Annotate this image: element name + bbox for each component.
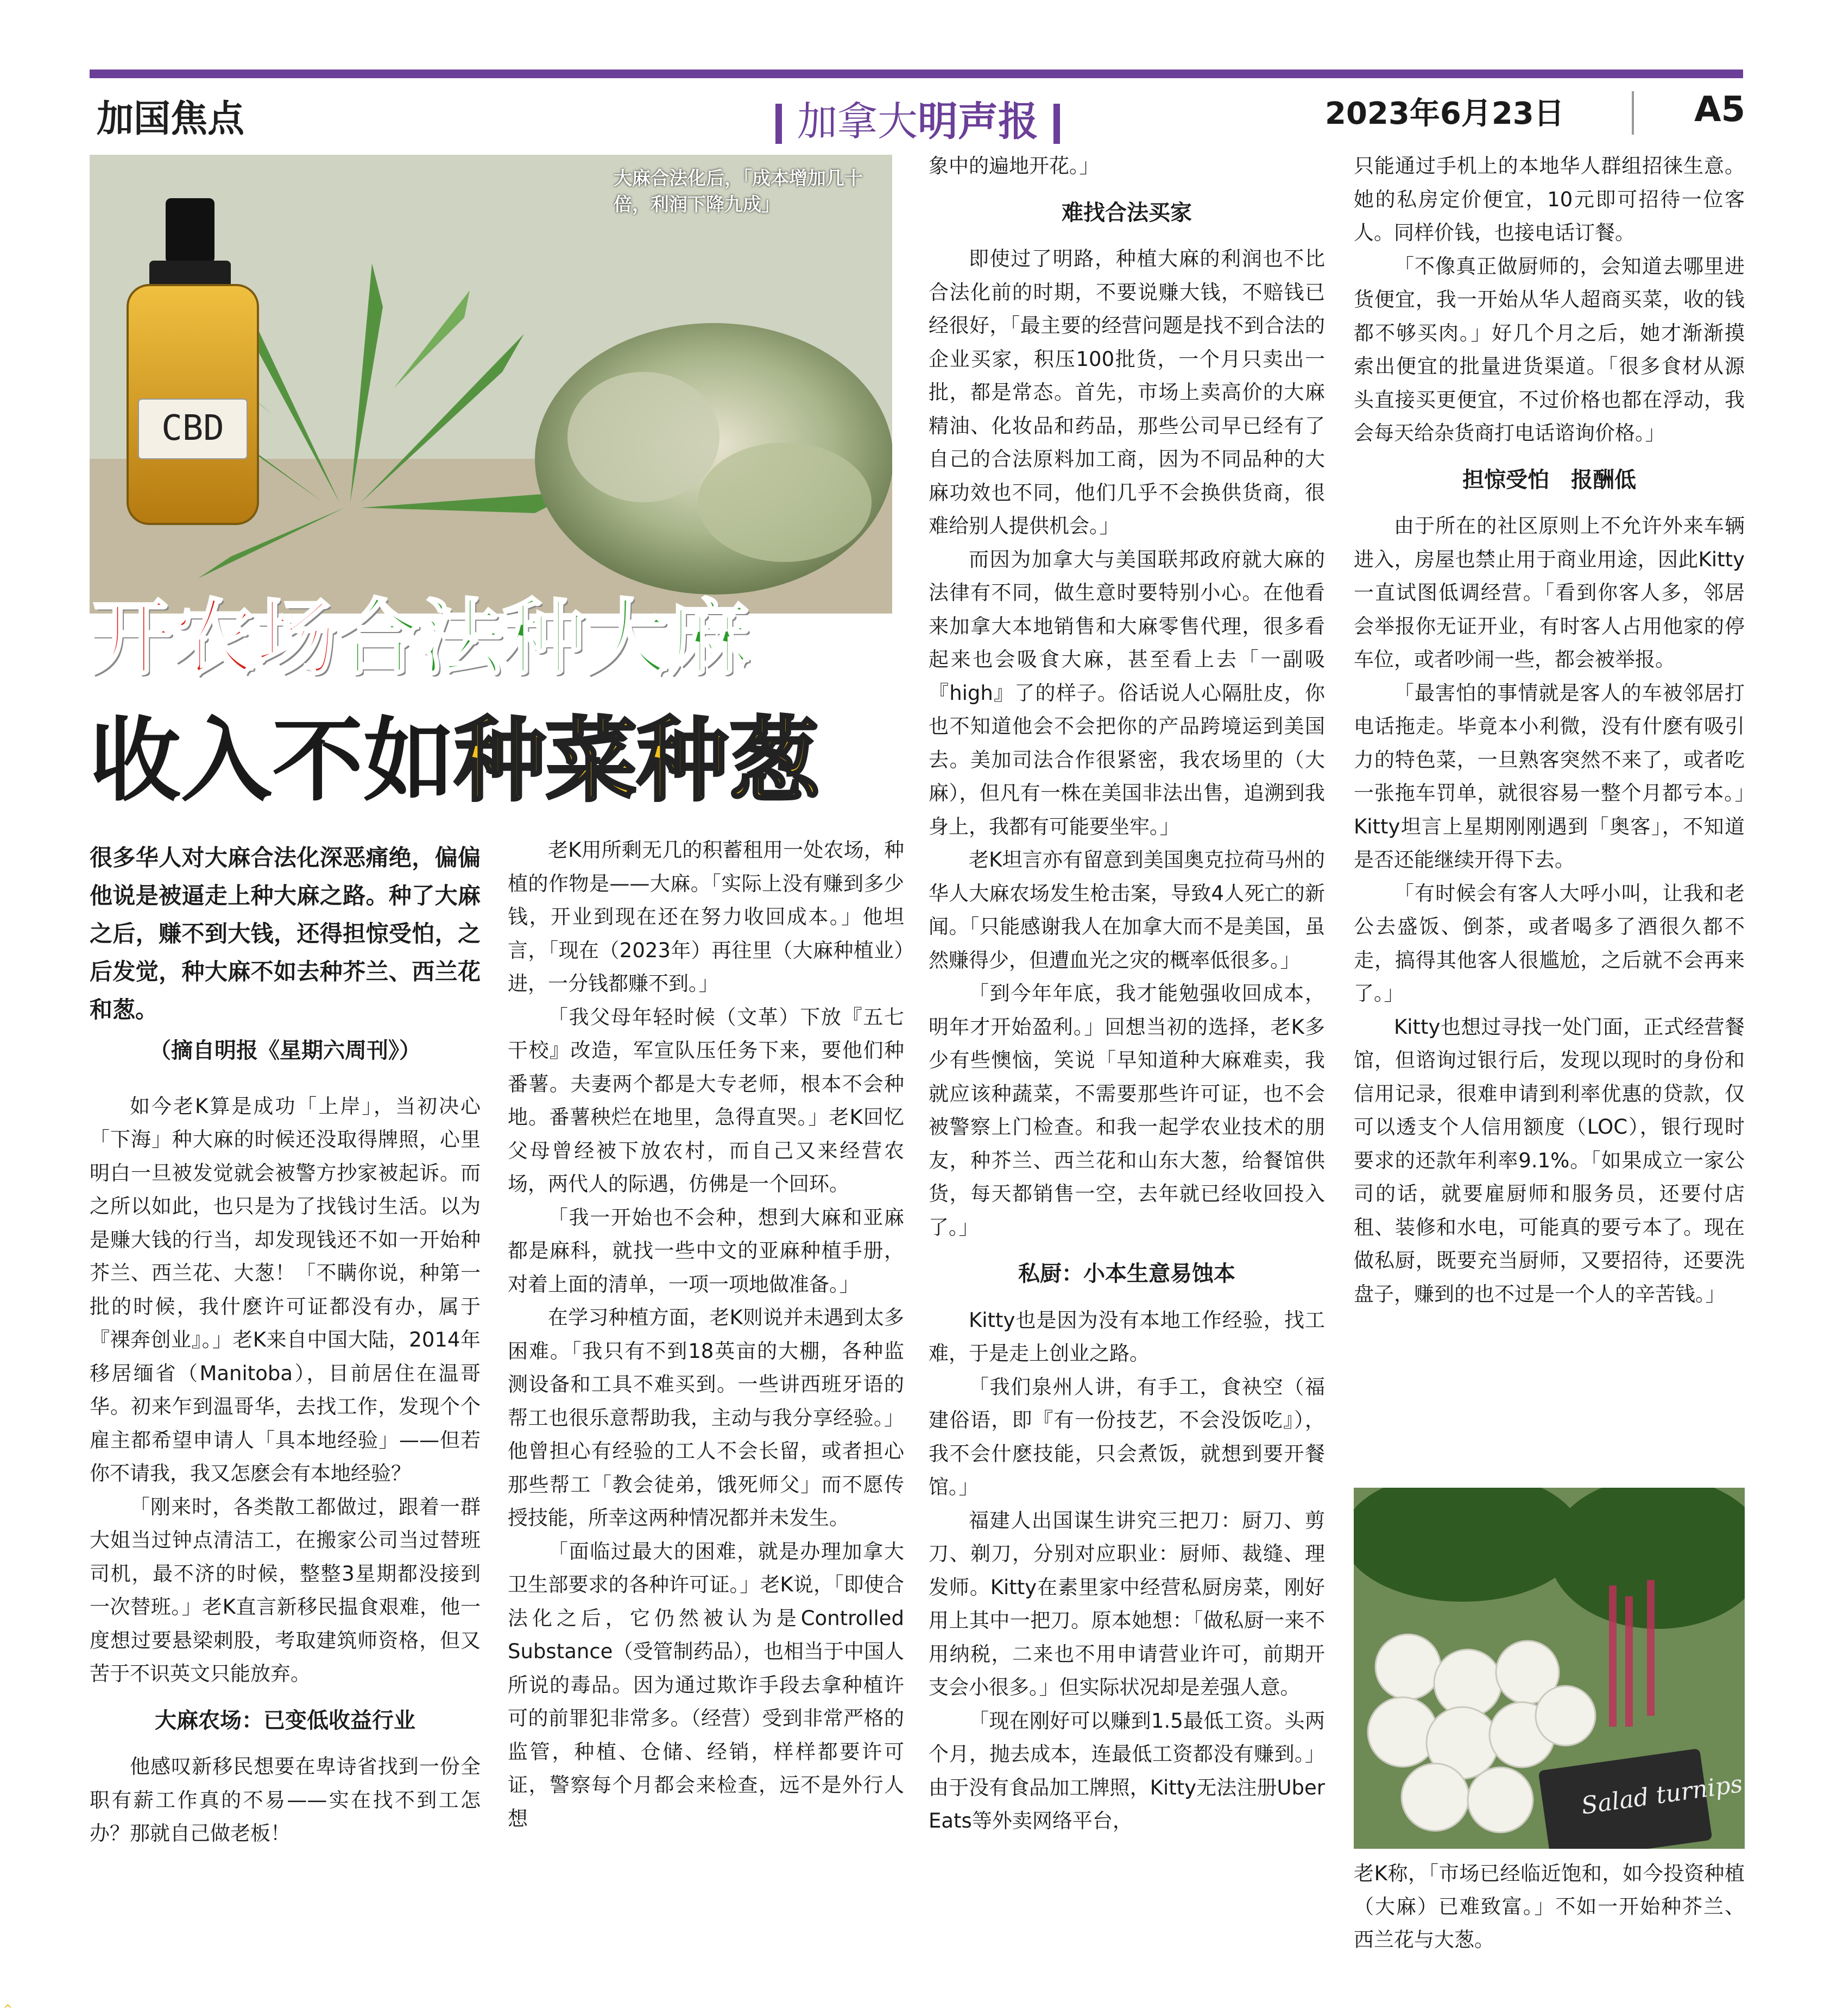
paragraph: 「有时候会有客人大呼小叫，让我和老公去盛饭、倒茶，或者喝多了酒很久都不走，搞得其他客人很尴尬，之后就不会再来了。」 bbox=[1354, 881, 1745, 1005]
paragraph: 老K坦言亦有留意到美国奥克拉荷马州的华人大麻农场发生枪击案，导致4人死亡的新闻。「只能感谢我人在加拿大而不是美国，虽然赚得少，但遭血光之灾的概率低很多。」 bbox=[929, 848, 1325, 972]
turnip-photo bbox=[1354, 1488, 1745, 1849]
paragraph: 「刚来时，各类散工都做过，跟着一群大姐当过钟点清洁工，在搬家公司当过替班司机，最不济的时候，整整3星期都没接到一次替班。」老K直言新移民揾食艰难，他一度想过要悬梁刺股，考取建筑师资格，但又苦于不识英文只能放弃。 bbox=[90, 1495, 481, 1685]
paragraph: 「最害怕的事情就是客人的车被邻居打电话拖走。毕竟本小利微，没有什麽有吸引力的特色菜，一旦熟客突然不来了，或者吃一张拖车罚单，就很容易一整个月都亏本。」Kitty坦言上星期刚刚遇到「奥客」，不知道是否还能继续开得下去。 bbox=[1354, 681, 1745, 871]
paragraph: 只能通过手机上的本地华人群组招徕生意。她的私房定价便宜，10元即可招待一位客人。同样价钱，也接电话订餐。 bbox=[1354, 154, 1745, 244]
issue-date: 2023年6月23日 bbox=[1325, 96, 1564, 131]
corner-mark: ^ bbox=[3, 2002, 12, 2015]
sign-text: Salad turnips bbox=[1579, 1769, 1745, 1820]
column-4 bbox=[1354, 149, 1745, 1311]
paragraph: 福建人出国谋生讲究三把刀：厨刀、剪刀、剃刀，分别对应职业：厨师、裁缝、理发师。Kitty在素里家中经营私厨房菜，刚好用上其中一把刀。原本她想：「做私厨一来不用纳税，二来也不用申请营业许可，前期开支会小很多。」但实际状况却是差强人意。 bbox=[929, 1508, 1325, 1699]
masthead-brand: 明声报 bbox=[918, 98, 1038, 145]
column-1 bbox=[90, 839, 481, 1850]
subheading: 难找合法买家 bbox=[1062, 199, 1192, 225]
paragraph: 「面临过最大的困难，就是办理加拿大卫生部要求的各种许可证。」老K说，「即使合法化之后，它仍然被认为是Controlled Substance（受管制药品），也相当于中国人所说的毒品。因为通过欺诈手段去拿种植许可的前罪犯非常多。（经营）受到非常严格的监管，种植、仓储、经销，样样都要许可证，警察每个月都会来检查，远不是外行人想 bbox=[508, 1539, 904, 1830]
paragraph: 「不像真正做厨师的，会知道去哪里进货便宜，我一开始从华人超商买菜，收的钱都不够买肉。」好几个月之后，她才渐渐摸索出便宜的批量进货渠道。「很多食材从源头直接买更便宜，不过价格也都在浮动，我会每天给杂货商打电话谘询价格。」 bbox=[1354, 254, 1745, 445]
paragraph: 象中的遍地开花。」 bbox=[929, 154, 1100, 178]
paragraph: 「我一开始也不会种，想到大麻和亚麻都是麻科，就找一些中文的亚麻种植手册，对着上面的清单，一项一项地做准备。」 bbox=[508, 1205, 904, 1296]
lede-block bbox=[90, 839, 481, 1029]
section-title: 加国焦点 bbox=[97, 97, 245, 141]
masthead-right-bar bbox=[1053, 104, 1060, 144]
paragraph: 他感叹新移民想要在卑诗省找到一份全职有薪工作真的不易——实在找不到工怎办？那就自己做老板！ bbox=[90, 1755, 481, 1845]
masthead-left-bar bbox=[775, 104, 782, 144]
page-number: A5 bbox=[1694, 90, 1746, 130]
paragraph: 由于所在的社区原则上不允许外来车辆进入，房屋也禁止用于商业用途，因此Kitty一直试图低调经营。「看到你客人多，邻居会举报你无证开业，有时客人占用他家的停车位，或者吵闹一些，都会被举报。 bbox=[1354, 514, 1745, 671]
header-divider bbox=[1632, 91, 1634, 135]
subheading: 私厨：小本生意易蚀本 bbox=[1018, 1261, 1235, 1286]
paragraph: Kitty也想过寻找一处门面，正式经营餐馆，但谘询过银行后，发现以现时的身份和信用记录，很难申请到利率优惠的贷款，仅可以透支个人信用额度（LOC），银行现时要求的还款年利率9.1%。「如果成立一家公司的话，就要雇厨师和服务员，还要付店租、装修和水电，可能真的要亏本了。现在做私厨，既要充当厨师，又要招待，还要洗盘子，赚到的也不过是一个人的辛苦钱。」 bbox=[1354, 1015, 1745, 1306]
headline-red: 开农场 bbox=[90, 589, 337, 686]
headline-line-1 bbox=[90, 589, 904, 687]
paragraph: 在学习种植方面，老K则说并未遇到太多困难。「我只有不到18英亩的大棚，各种监测设备和工具不难买到。一些讲西班牙语的帮工也很乐意帮助我，主动与我分享经验。」他曾担心有经验的工人不会长留，或者担心那些帮工「教会徒弟，饿死师父」而不愿传授技能，所幸这两种情况都并未发生。 bbox=[508, 1306, 904, 1530]
paragraph: 「我父母年轻时候（文革）下放『五七干校』改造，军宣队压任务下来，要他们种番薯。夫妻两个都是大专老师，根本不会种地。番薯秧烂在地里，急得直哭。」老K回忆父母曾经被下放农村，而自己又来经营农场，两代人的际遇，仿佛是一个回环。 bbox=[508, 1005, 904, 1196]
headline-green: 合法种大麻 bbox=[337, 589, 750, 686]
headline-line-2 bbox=[90, 706, 904, 814]
source-credit: （摘自明报《星期六周刊》） bbox=[149, 1038, 421, 1063]
paragraph: 而因为加拿大与美国联邦政府就大麻的法律有不同，做生意时要特别小心。在他看来加拿大本地销售和大麻零售代理，很多看起来也会吸食大麻，甚至看上去「一副吸『high』了的样子。俗话说人心隔肚皮，你也不知道他会不会把你的产品跨境运到美国去。美加司法合作很紧密，我农场里的（大麻），但凡有一株在美国非法出售，追溯到我身上，我都有可能要坐牢。」 bbox=[929, 547, 1325, 838]
photo-caption: 大麻合法化后，「成本增加几十倍，利润下降九成」 bbox=[614, 168, 863, 216]
paragraph: 即使过了明路，种植大麻的利润也不比合法化前的时期，不要说赚大钱，不赔钱已经很好，「最主要的经营问题是找不到合法的企业买家，积压100批货，一个月只卖出一批，都是常态。首先，市场上卖高价的大麻精油、化妆品和药品，那些公司早已经有了自己的合法原料加工商，因为不同品种的大麻功效也不同，他们几乎不会换供货商，很难给别人提供机会。」 bbox=[929, 247, 1325, 538]
top-rule bbox=[90, 69, 1743, 78]
subheading: 担惊受怕 报酬低 bbox=[1462, 466, 1636, 492]
column-3 bbox=[929, 149, 1325, 1838]
cannabis-photo bbox=[90, 155, 892, 614]
headline-yellow: 种菜种葱 bbox=[455, 706, 819, 814]
subheading: 大麻农场：已变低收益行业 bbox=[155, 1707, 415, 1733]
masthead bbox=[749, 90, 1086, 144]
headline-black: 收入不如 bbox=[90, 706, 455, 814]
cannabis-illustration bbox=[90, 155, 892, 614]
paragraph: 「现在刚好可以赚到1.5最低工资。头两个月，抛去成本，连最低工资都没有赚到。」由于没有食品加工牌照，Kitty无法注册Uber Eats等外卖网络平台， bbox=[929, 1709, 1325, 1832]
paragraph: 「我们泉州人讲，有手工，食袂空（福建俗语，即『有一份技艺，不会没饭吃』），我不会什麽技能，只会煮饭，就想到要开餐馆。」 bbox=[929, 1375, 1325, 1499]
bottle-label: CBD bbox=[161, 408, 224, 448]
paragraph: Kitty也是因为没有本地工作经验，找工难，于是走上创业之路。 bbox=[929, 1308, 1325, 1365]
paragraph: 老K用所剩无几的积蓄租用一处农场，种植的作物是——大麻。「实际上没有赚到多少钱，开业到现在还在努力收回成本。」他坦言，「现在（2023年）再往里（大麻种植业）进，一分钱都赚不到。」 bbox=[508, 838, 904, 995]
masthead-prefix: 加拿大 bbox=[797, 98, 918, 145]
lede-text: 很多华人对大麻合法化深恶痛绝，偏偏他说是被逼走上种大麻之路。种了大麻之后，赚不到大钱，还得担惊受怕，之后发觉，种大麻不如去种芥兰、西兰花和葱。 bbox=[90, 844, 481, 1023]
column-2 bbox=[508, 833, 904, 1835]
paragraph: 「到今年年底，我才能勉强收回成本，明年才开始盈利。」回想当初的选择，老K多少有些懊恼，笑说「早知道种大麻难卖，我就应该种蔬菜，不需要那些许可证，也不会被警察上门检查。和我一起学农业技术的朋友，种芥兰、西兰花和山东大葱，给餐馆供货，每天都销售一空，去年就已经收回投入了。」 bbox=[929, 982, 1325, 1239]
paragraph: 如今老K算是成功「上岸」，当初决心「下海」种大麻的时候还没取得牌照，心里明白一旦被发觉就会被警方抄家被起诉。而之所以如此，也只是为了找钱讨生活。以为是赚大钱的行当，却发现钱还不如一开始种芥兰、西兰花、大葱！「不瞒你说，种第一批的时候，我什麽许可证都没有办，属于『裸奔创业』。」老K来自中国大陆，2014年移居缅省（Manitoba），目前居住在温哥华。初来乍到温哥华，去找工作，发现个个雇主都希望申请人「具本地经验」——但若你不请我，我又怎麽会有本地经验？ bbox=[90, 1094, 481, 1485]
turnip-illustration bbox=[1354, 1488, 1745, 1849]
turnip-caption: 老K称，「市场已经临近饱和，如今投资种植（大麻）已难致富。」不如一开始种芥兰、西兰花与大葱。 bbox=[1354, 1862, 1745, 1951]
